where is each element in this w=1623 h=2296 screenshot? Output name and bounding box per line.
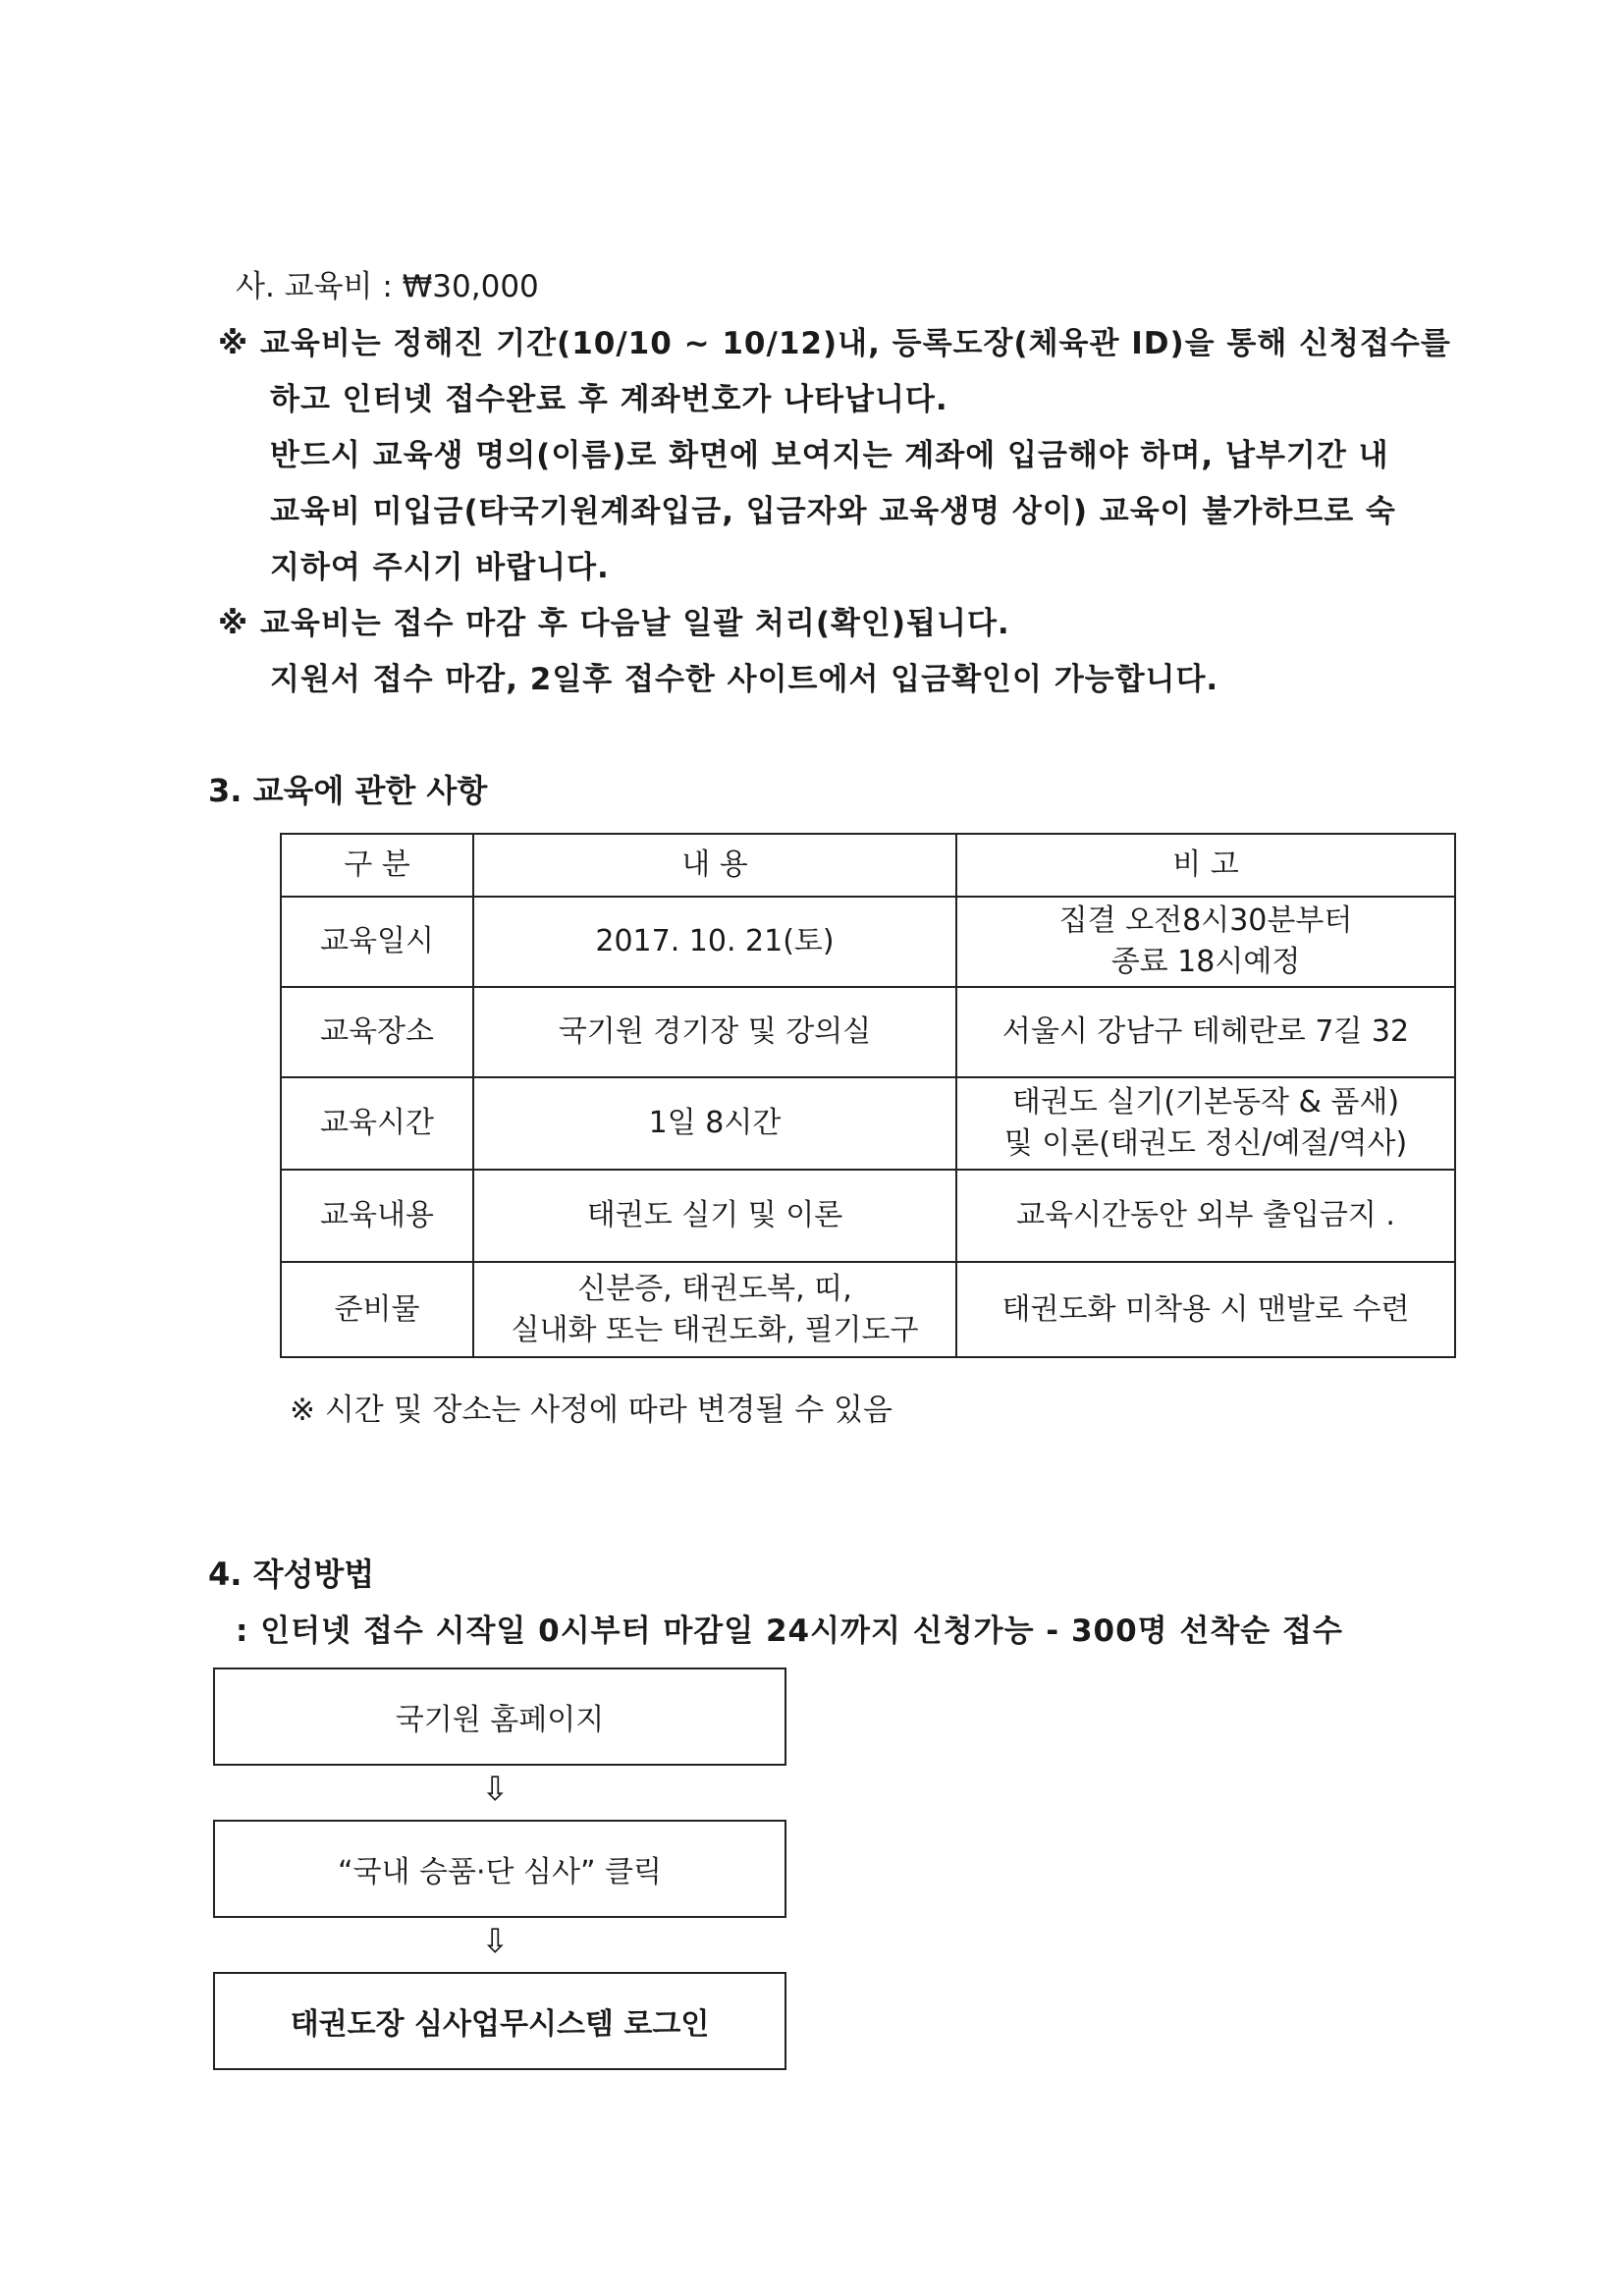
- row-content: [473, 1262, 956, 1357]
- table-row: [281, 897, 1455, 987]
- row-content: [473, 1077, 956, 1170]
- row-remark-line: 태권도화 미착용 시 맨발로 수련: [1001, 1291, 1410, 1327]
- row-content-line: 2017. 10. 21(토): [595, 924, 835, 958]
- table-row: [281, 1170, 1455, 1262]
- section4-subtitle: : 인터넷 접수 시작일 0시부터 마감일 24시까지 신청가능 - 300명 선착순 접수: [236, 1613, 1343, 1649]
- row-label: 교육시간: [281, 1077, 473, 1170]
- table-row: [281, 1262, 1455, 1357]
- row-remark-line: 교육시간동안 외부 출입금지 .: [1016, 1198, 1395, 1232]
- table-footnote: ※ 시간 및 장소는 사정에 따라 변경될 수 있음: [290, 1393, 893, 1428]
- row-remark-line: 서울시 강남구 테헤란로 7길 32: [1001, 1014, 1410, 1049]
- row-content: [473, 1170, 956, 1262]
- row-remark-line: 태권도 실기(기본동작 & 품새): [1011, 1085, 1400, 1120]
- row-content-line: 태권도 실기 및 이론: [586, 1198, 843, 1232]
- row-content: [473, 987, 956, 1077]
- note-line: 하고 인터넷 접수완료 후 계좌번호가 나타납니다.: [270, 382, 948, 417]
- section4-title: 4. 작성방법: [208, 1556, 375, 1593]
- note-line: 지원서 접수 마감, 2일후 접수한 사이트에서 입금확인이 가능합니다.: [270, 662, 1219, 697]
- note-line: 교육비 미입금(타국기원계좌입금, 입금자와 교육생명 상이) 교육이 불가하므로 숙: [270, 494, 1396, 529]
- row-remark-line: 및 이론(태권도 정신/예절/역사): [1003, 1126, 1408, 1161]
- row-label: 준비물: [281, 1262, 473, 1357]
- down-arrow-icon: ⇩: [481, 1922, 510, 1961]
- table-row: [281, 987, 1455, 1077]
- note-line: 반드시 교육생 명의(이름)로 화면에 보여지는 계좌에 입금해야 하며, 납부기간 내: [270, 438, 1389, 473]
- row-label: 교육일시: [281, 897, 473, 987]
- down-arrow-icon: ⇩: [481, 1770, 510, 1809]
- fee-line: 사. 교육비 : ₩30,000: [236, 269, 539, 304]
- row-content-line: 신분증, 태권도복, 띠,: [577, 1271, 852, 1306]
- row-remark: [956, 897, 1455, 987]
- step-box: “국내 승품·단 심사” 클릭: [213, 1820, 786, 1918]
- row-remark-line: 종료 18시예정: [1110, 945, 1301, 979]
- row-content-line: 실내화 또는 태권도화, 필기도구: [511, 1312, 919, 1347]
- row-remark: [956, 1170, 1455, 1262]
- header-content: 내 용: [473, 834, 956, 897]
- note-line: ※ 교육비는 정해진 기간(10/10 ~ 10/12)내, 등록도장(체육관 ID)을 통해 신청접수를: [218, 326, 1451, 361]
- header-category: 구 분: [281, 834, 473, 897]
- section3-title: 3. 교육에 관한 사항: [208, 772, 488, 809]
- row-content: [473, 897, 956, 987]
- row-remark: [956, 1077, 1455, 1170]
- note-line: 지하여 주시기 바랍니다.: [270, 550, 610, 585]
- row-label: 교육장소: [281, 987, 473, 1077]
- header-remark: 비 고: [956, 834, 1455, 897]
- row-remark: [956, 987, 1455, 1077]
- row-label: 교육내용: [281, 1170, 473, 1262]
- step-box: 태권도장 심사업무시스템 로그인: [213, 1972, 786, 2070]
- education-table: [280, 833, 1456, 1358]
- note-line: ※ 교육비는 접수 마감 후 다음날 일괄 처리(확인)됩니다.: [218, 606, 1010, 641]
- row-content-line: 1일 8시간: [648, 1106, 782, 1140]
- step-box: 국기원 홈페이지: [213, 1667, 786, 1766]
- row-content-line: 국기원 경기장 및 강의실: [558, 1014, 872, 1049]
- row-remark: [956, 1262, 1455, 1357]
- row-remark-line: 집결 오전8시30분부터: [1058, 903, 1353, 938]
- table-header-row: [281, 834, 1455, 897]
- table-row: [281, 1077, 1455, 1170]
